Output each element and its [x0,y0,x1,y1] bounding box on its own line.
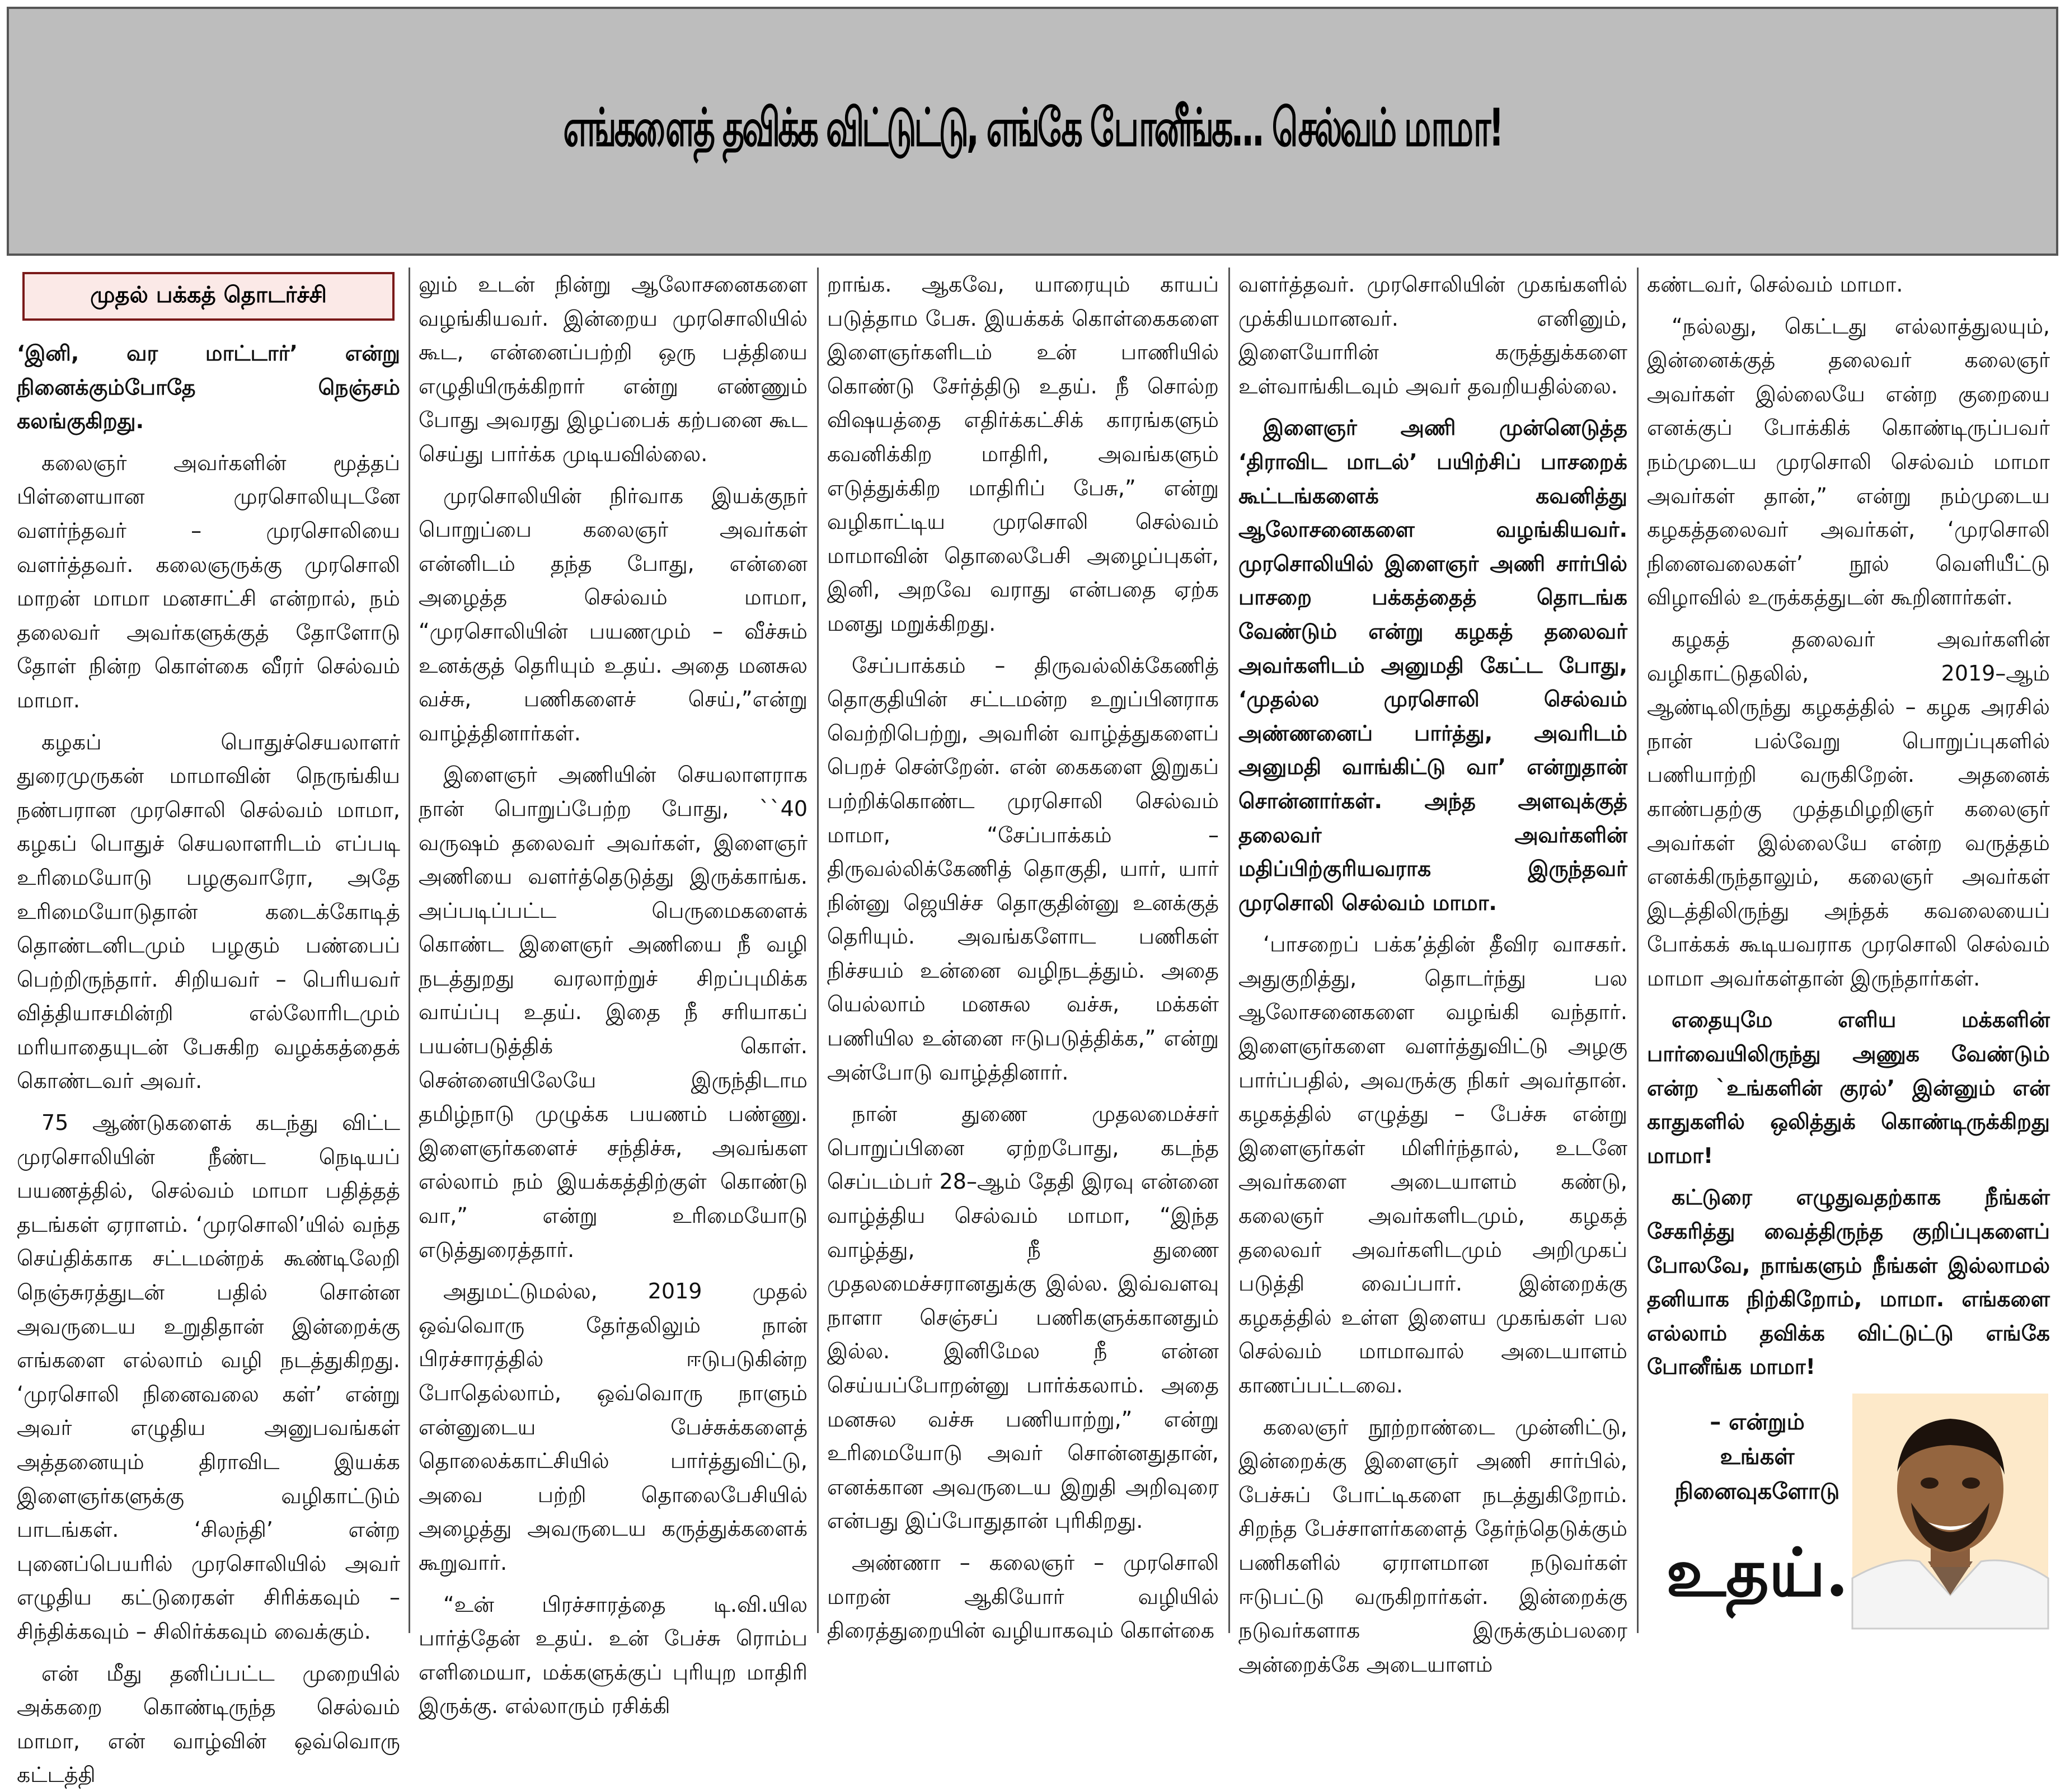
signature-line-1: – என்றும் [1710,1409,1805,1435]
paragraph: கழகப் பொதுச்செயலாளர் துரைமுருகன் மாமாவின் நெருங்கிய நண்பரான முரசொலி செல்வம் மாமா, கழகப் பொதுச் செயலாளரிடம் எப்படி உரிமையோடு பழகுவாரோ, அதே உரிமையோடுதான் கடைக்கோடித் தொண்டனிடமும் பழகும் பண்பைப் பெற்றிருந்தார். சிறியவர் – பெரியவர் வித்தியாசமின்றி எல்லோரிடமும் மரியாதையுடன் பேசுகிற வழக்கத்தைக் கொண்டவர் அவர். [17,729,400,1094]
article-column-2 [413,268,813,1719]
headline: எங்களைத் தவிக்க விட்டுட்டு, எங்கே போனீங்க... செல்வம் மாமா! [563,97,1502,158]
paragraph: ‘பாசறைப் பக்க’த்தின் தீவிர வாசகர். அதுகுறித்து, தொடர்ந்து பல ஆலோசனைகளை வழங்கி வந்தார். இளைஞர்களை வளர்த்துவிட்டு அழகு பார்ப்பதில், அவருக்கு நிகர் அவர்தான். கழகத்தில் எழுத்து – பேச்சு என்று இளைஞர்கள் மிளிர்ந்தால், உடனே அவர்களை அடையாளம் கண்டு, கலைஞர் அவர்களிடமும், கழகத் தலைவர் அவர்களிடமும் அறிமுகப் படுத்தி வைப்பார். இன்றைக்கு கழகத்தில் உள்ள இளைய முகங்கள் பல செல்வம் மாமாவால் அடையாளம் காணப்பட்டவை. [1238,932,1627,1397]
signature-line-2: உங்கள் [1720,1444,1795,1470]
paragraph: லும் உடன் நின்று ஆலோசனைகளை வழங்கியவர். இன்றைய முரசொலியில் கூட, என்னைப்பற்றி ஒரு பத்தியை எழுதியிருக்கிறார் என்று எண்ணும் போது அவரது இழப்பைக் கற்பனை கூட செய்து பார்க்க முடியவில்லை. [419,272,808,466]
paragraph: கழகத் தலைவர் அவர்களின் வழிகாட்டுதலில், 2019–ஆம் ஆண்டிலிருந்து கழகத்தில் – கழக அரசில் நான் பல்வேறு பொறுப்புகளில் பணியாற்றி வருகிறேன். அதனைக் காண்பதற்கு முத்தமிழறிஞர் கலைஞர் அவர்கள் இல்லையே என்ற வருத்தம் எனக்கிருந்தாலும், கலைஞர் அவர்கள் இடத்திலிருந்து அந்தக் கவலையைப் போக்கக் கூடியவராக முரசொலி செல்வம் மாமா அவர்கள்தான் இருந்தார்கள். [1647,626,2050,991]
continued-label: முதல் பக்கத் தொடர்ச்சி [22,272,395,321]
paragraph: முரசொலியின் நிர்வாக இயக்குநர் பொறுப்பை கலைஞர் அவர்கள் என்னிடம் தந்த போது, என்னை அழைத்த செல்வம் மாமா, “முரசொலியின் பயணமும் – வீச்சும் உனக்குத் தெரியும் உதய். அதை மனசுல வச்சு, பணிகளைச் செய்,”என்று வாழ்த்தினார்கள். [419,483,808,745]
column-divider [817,268,819,1633]
paragraph: அதுமட்டுமல்ல, 2019 முதல் ஒவ்வொரு தேர்தலிலும் நான் பிரச்சாரத்தில் ஈடுபடுகின்ற போதெல்லாம், ஒவ்வொரு நாளும் என்னுடைய பேச்சுக்களைத் தொலைக்காட்சியில் பார்த்துவிட்டு, அவை பற்றி தொலைபேசியில் அழைத்து அவருடைய கருத்துக்களைக் கூறுவார். [419,1279,808,1575]
paragraph: இளைஞர் அணியின் செயலாளராக நான் பொறுப்பேற்ற போது, ``40 வருஷம் தலைவர் அவர்கள், இளைஞர் அணியை வளர்த்தெடுத்து இருக்காங்க. அப்படிப்பட்ட பெருமைகளைக் கொண்ட இளைஞர் அணியை நீ வழி நடத்துறது வரலாற்றுச் சிறப்புமிக்க வாய்ப்பு உதய். இதை நீ சரியாகப் பயன்படுத்திக் கொள். சென்னையிலேயே இருந்திடாம தமிழ்நாடு முழுக்க பயணம் பண்ணு. இளைஞர்களைச் சந்திச்சு, அவங்கள எல்லாம் நம் இயக்கத்திற்குள் கொண்டு வா,” என்று உரிமையோடு எடுத்துரைத்தார். [419,762,808,1262]
paragraph: வளர்த்தவர். முரசொலியின் முகங்களில் முக்கியமானவர். எனினும், இளையோரின் கருத்துக்களை உள்வாங்கிடவும் அவர் தவறியதில்லை. [1238,272,1627,398]
paragraph: “உன் பிரச்சாரத்தை டி.வி.யில பார்த்தேன் உதய். உன் பேச்சு ரொம்ப எளிமையா, மக்களுக்குப் புரியுற மாதிரி இருக்கு. எல்லாரும் ரசிக்கி [419,1592,808,1719]
paragraph: நான் துணை முதலமைச்சர் பொறுப்பினை ஏற்றபோது, கடந்த செப்டம்பர் 28–ஆம் தேதி இரவு என்னை வாழ்த்திய செல்வம் மாமா, “இந்த வாழ்த்து, நீ துணை முதலமைச்சரானதுக்கு இல்ல. இவ்வளவு நாளா செஞ்சப் பணிகளுக்கானதும் இல்ல. இனிமேல நீ என்ன செய்யப்போறன்னு பார்க்கலாம். அதை மனசுல வச்சு பணியாற்று,” என்று உரிமையோடு அவர் சொன்னதுதான், எனக்கான அவருடைய இறுதி அறிவுரை என்பது இப்போதுதான் புரிகிறது. [827,1101,1219,1533]
paragraph: கண்டவர், செல்வம் மாமா. [1647,272,1903,297]
article-column-3 [822,268,1224,1643]
headline-banner [7,7,2058,256]
paragraph: எதையுமே எளிய மக்களின் பார்வையிலிருந்து அணுக வேண்டும் என்ற `உங்களின் குரல்’ இன்னும் என் காதுகளில் ஒலித்துக் கொண்டிருக்கிறது மாமா! [1647,1007,2050,1168]
column-divider [1637,268,1639,1633]
paragraph: அண்ணா – கலைஞர் – முரசொலி மாறன் ஆகியோர் வழியில் திரைத்துறையின் வழியாகவும் கொள்கை [827,1550,1219,1643]
paragraph: கலைஞர் நூற்றாண்டை முன்னிட்டு, இன்றைக்கு இளைஞர் அணி சார்பில், பேச்சுப் போட்டிகளை நடத்துகிறோம். சிறந்த பேச்சாளர்களைத் தேர்ந்தெடுக்கும் பணிகளில் ஏராளமான நடுவர்கள் ஈடுபட்டு வருகிறார்கள். இன்றைக்கு நடுவர்களாக இருக்கும்பலரை அன்றைக்கே அடையாளம் [1238,1414,1627,1677]
paragraph: என் மீது தனிப்பட்ட முறையில் அக்கறை கொண்டிருந்த செல்வம் மாமா, என் வாழ்வின் ஒவ்வொரு கட்டத்தி [17,1660,400,1788]
paragraph: “நல்லது, கெட்டது எல்லாத்துலயும், இன்னைக்குத் தலைவர் கலைஞர் அவர்கள் இல்லையே என்ற குறையை எனக்குப் போக்கிக் கொண்டிருப்பவர் நம்முடைய முரசொலி செல்வம் மாமா அவர்கள் தான்,” என்று நம்முடைய கழகத்தலைவர் அவர்கள், ‘முரசொலி நினைவலைகள்’ நூல் வெளியீட்டு விழாவில் உருக்கத்துடன் கூறினார்கள். [1647,313,2050,610]
paragraph: 75 ஆண்டுகளைக் கடந்து விட்ட முரசொலியின் நீண்ட நெடியப் பயணத்தில், செல்வம் மாமா பதித்தத் தடங்கள் ஏராளம். ‘முரசொலி’யில் வந்த செய்திக்காக சட்டமன்றக் கூண்டிலேறி நெஞ்சுரத்துடன் பதில் சொன்ன அவருடைய உறுதிதான் இன்றைக்கு எங்களை எல்லாம் வழி நடத்துகிறது. ‘முரசொலி நினைவலை கள்’ என்று அவர் எழுதிய அனுபவங்கள் அத்தனையும் திராவிட இயக்க இளைஞர்களுக்கு வழிகாட்டும் பாடங்கள். ‘சிலந்தி’ என்ற புனைப்பெயரில் முரசொலியில் அவர் எழுதிய கட்டுரைகள் சிரிக்கவும் – சிந்திக்கவும் – சிலிர்க்கவும் வைக்கும். [17,1110,400,1644]
paragraph: இளைஞர் அணி முன்னெடுத்த ‘திராவிட மாடல்’ பயிற்சிப் பாசறைக் கூட்டங்களைக் கவனித்து ஆலோசனைகளை வழங்கியவர். முரசொலியில் இளைஞர் அணி சார்பில் பாசறை பக்கத்தைத் தொடங்க வேண்டும் என்று கழகத் தலைவர் அவர்களிடம் அனுமதி கேட்ட போது, ‘முதல்ல முரசொலி செல்வம் அண்ணனைப் பார்த்து, அவரிடம் அனுமதி வாங்கிட்டு வா’ என்றுதான் சொன்னார்கள். அந்த அளவுக்குத் தலைவர் அவர்களின் மதிப்பிற்குரியவராக இருந்தவர் முரசொலி செல்வம் மாமா. [1238,415,1627,915]
paragraph: ‘இனி, வர மாட்டார்’ என்று நினைக்கும்போதே நெஞ்சம் கலங்குகிறது. [17,341,400,434]
signature-name: உதய். [1665,1533,1849,1611]
signature-text [1673,1405,1841,1509]
paragraph: கட்டுரை எழுதுவதற்காக நீங்கள் சேகரித்து வைத்திருந்த குறிப்புகளைப் போலவே, நாங்களும் நீங்கள் இல்லாமல் தனியாக நிற்கிறோம், மாமா. எங்களை எல்லாம் தவிக்க விட்டுட்டு எங்கே போனீங்க மாமா! [1647,1185,2050,1380]
paragraph: றாங்க. ஆகவே, யாரையும் காயப் படுத்தாம பேசு. இயக்கக் கொள்கைகளை இளைஞர்களிடம் உன் பாணியில் கொண்டு சேர்த்திடு உதய். நீ சொல்ற விஷயத்தை எதிர்க்கட்சிக் காரங்களும் கவனிக்கிற மாதிரி, அவங்களும் எடுத்துக்கிற மாதிரிப் பேசு,” என்று வழிகாட்டிய முரசொலி செல்வம் மாமாவின் தொலைபேசி அழைப்புகள், இனி, அறவே வராது என்பதை ஏற்க மனது மறுக்கிறது. [827,272,1219,636]
article-column-1 [11,268,406,1788]
signature-block [1662,1382,2054,1631]
column-divider [409,268,410,1633]
article-column-5 [1641,268,2055,1378]
article-column-4 [1233,268,1633,1677]
paragraph: கலைஞர் அவர்களின் மூத்தப் பிள்ளையான முரசொலியுடனே வளர்ந்தவர் – முரசொலியை வளர்த்தவர். கலைஞருக்கு முரசொலி மாறன் மாமா மனசாட்சி என்றால், நம் தலைவர் அவர்களுக்குத் தோளோடு தோள் நின்ற கொள்கை வீரர் செல்வம் மாமா. [17,450,400,712]
signature-line-3: நினைவுகளோடு [1674,1479,1840,1504]
paragraph: சேப்பாக்கம் – திருவல்லிக்கேணித் தொகுதியின் சட்டமன்ற உறுப்பினராக வெற்றிபெற்று, அவரின் வாழ்த்துகளைப் பெறச் சென்றேன். என் கைகளை இறுகப் பற்றிக்கொண்ட முரசொலி செல்வம் மாமா, “சேப்பாக்கம் – திருவல்லிக்கேணித் தொகுதி, யார், யார் நின்னு ஜெயிச்ச தொகுதின்னு உனக்குத் தெரியும். அவங்களோட பணிகள் நிச்சயம் உன்னை வழிநடத்தும். அதை யெல்லாம் மனசுல வச்சு, மக்கள் பணியில உன்னை ஈடுபடுத்திக்க,” என்று அன்போடு வாழ்த்தினார். [827,653,1219,1085]
portrait-photo-icon [1852,1394,2048,1629]
column-divider [1228,268,1230,1633]
